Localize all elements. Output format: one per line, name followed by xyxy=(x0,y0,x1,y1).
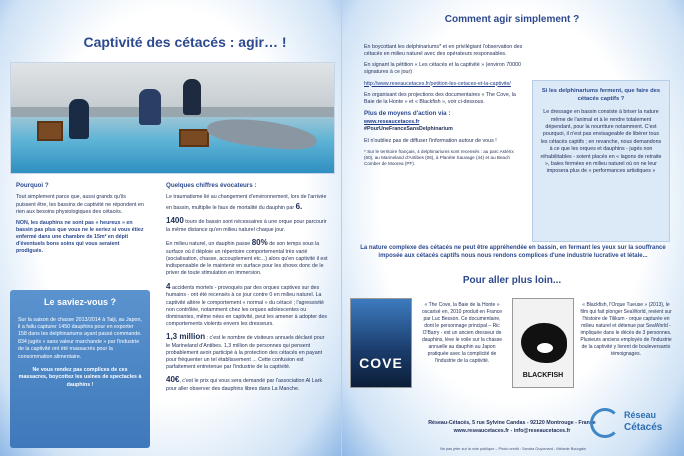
dolphin-figure xyxy=(206,115,318,152)
box-title: Le saviez-vous ? xyxy=(43,297,117,307)
paragraph: 4 accidents mortels - provoqués par des orques captives sur des humains - ont été recensés à ce jour contre 0 en milieu naturel. La captivité altère le comportement « normal » du cétacé ; l'agressivité non contrôlée, notamment chez les orques adolescentes ou dominantes, même nées en captivité, peut les amener à adopter des comportements violents envers les dresseurs. xyxy=(166,281,328,327)
call-to-action: Ne vous rendez pas complices de ces massacres, boycottez les usines de spectacles à dauphins ! xyxy=(18,367,142,388)
reseau-cetaces-logo: Réseau Cétacés xyxy=(590,404,680,442)
cove-poster: COVE xyxy=(350,298,412,388)
delphinariums-box xyxy=(532,80,670,242)
paragraph: En organisant des projections des documentaires « The Cove, la Baie de la Honte » et « Blackfish », voir ci-dessous. xyxy=(364,91,516,105)
comment-agir-section xyxy=(364,44,524,171)
saviez-vous-box xyxy=(10,290,150,448)
cove-description: « The Cove, la Baie de la Honte » oscarisé en, 2010 produit en France par Luc Besson. Ce documentaire, dont le personnage principal – Ric O'Barry - est un ancien dresseur de dauphins, lève le voile sur la chasse annuelle au dauphin au Japon pratiquée avec la complicité de l'industrie de la captivité. xyxy=(421,302,503,364)
website-link[interactable]: www.reseaucetaces.fr xyxy=(364,119,420,126)
paragraph: Et n'oubliez pas de diffuser l'information autour de vous ! xyxy=(364,137,497,144)
section-heading: Plus de moyens d'action via : xyxy=(364,109,451,117)
address: Réseau-Cétacés, 5 rue Sylvine Candas - 92120 Montrouge - France xyxy=(428,420,596,426)
paragraph: En milieu naturel, un dauphin passe 80% de son temps sous la surface où il déploie un répertoire comportemental très varié (socialisation, chasse, accouplement etc...) alors qu'en captivité il est indispensable de le maintenir en surface pour les shows donc de le priver de toute stimulation en immersion. xyxy=(166,238,328,277)
website-email[interactable]: www.reseaucetaces.fr - info@reseaucetaces.fr xyxy=(453,427,571,434)
paragraph: 1,3 million : c'est le nombre de visiteurs annuels déclaré pour le Marineland d'Antibes. 1,3 million de personnes qui pensent probablement avoir participé à la protection des cétacés en payant pour fréquenter un tel établissement ... Cette confusion est parfaitement entretenue par l'industrie de la captivité. xyxy=(166,332,325,371)
paragraph: Le traumatisme lié au changement d'environnement, lors de l'arrivée en bassin, multiplie le faux de mortalité du dauphin par 6. xyxy=(166,194,327,211)
dolphin-show-photo xyxy=(10,62,335,174)
hashtag: #PourUneFranceSansDelphinarium xyxy=(364,126,453,133)
trainer-figure xyxy=(69,99,89,139)
blackfish-description: « Blackfish, l'Orque Tueuse » (2013), le film qui fait plonger SeaWorld, revient sur l'histoire de Tilikum - orque capturée en milieu naturel et détenue par SeaWorld - impliquée dans le décès de 3 personnes. Plusieurs anciens employés de l'industrie de la captivité y livrent de bouleversants témoignages. xyxy=(580,302,672,357)
trainer-figure xyxy=(183,79,201,115)
blackfish-poster: BLACKFISH xyxy=(512,298,574,388)
section-heading: Quelques chiffres évocateurs : xyxy=(166,182,257,189)
chiffres-section xyxy=(166,182,328,397)
paragraph: Sur la saison de chasse 2013/2014 à Taiji, au Japon, il a fallu capturer 1450 dauphins pour en exporter 158 dans les delphinariums ayant passé commande. 834 jugés « sans valeur marchande » par l'industrie de la captivité ont été massacrés pour la consommation alimentaire. xyxy=(18,316,142,360)
trainer-figure xyxy=(139,89,161,125)
paragraph: 1400 tours de bassin sont nécessaires à une orque pour parcourir la même distance qu'en milieu naturel chaque jour. xyxy=(166,216,327,234)
treasure-chest-prop xyxy=(179,129,209,147)
right-page xyxy=(342,0,684,456)
box-question: Si les delphinariums ferment, que faire des cétacés captifs ? xyxy=(541,88,661,103)
paragraph: 40€, c'est le prix qui vous sera demandé par l'association Al Lark pour aller observer des dauphins libres dans La Manche. xyxy=(166,375,323,393)
paragraph: Tout simplement parce que, aussi grands qu'ils puissent être, les bassins de captivité ne répondent en rien aux besoins physiologiques des cétacés. xyxy=(16,194,144,215)
page-title: Comment agir simplement ? xyxy=(444,14,580,25)
box-text: Le dressage en bassin consiste à briser la nature même de l'animal et à le rendre totalement dépendant, pour la nourriture notamment. C'est pourquoi, il n'est pas envisageable de libérer tous les cétacés captifs ; en revanche, nous demandons à ce que les orques et dauphins - jugés non réhabilitables - soient placés en « lagons de retraite », baies fermées en milieu naturel où on ne leur imposera plus de « performances artistiques » xyxy=(540,109,662,175)
petition-link[interactable]: http://www.reseaucetaces.fr/petition-les-cetaces-et-la-captivite/ xyxy=(364,80,511,87)
paragraph: En boycottant les delphinariums* et en privilégiant l'observation des cétacés en milieu naturel avec des opérateurs responsables. xyxy=(364,44,523,58)
photo-credit: Ne pas jeter sur la voie publique – Photo crédit : Sandra Guyomard - Mélanie Bourgain xyxy=(440,447,586,451)
nature-statement: La nature complexe des cétacés ne peut être appréhendée en bassin, en fermant les yeux sur la souffrance imposée aux cétacés captifs nous nous rendons complices d'une industrie lucrative et létale... xyxy=(360,245,666,260)
footnote: * Sur le territoire français, 4 delphinariums sont recensés : au parc Astérix (60), au Marineland d'Antibes (06), à Planète Sauvage (44) et au Beach Comber de Moorea (PF). xyxy=(364,148,514,167)
further-heading: Pour aller plus loin... xyxy=(462,275,562,286)
paragraph: NON, les dauphins ne sont pas « heureux » en bassin pas plus que vous ne le seriez si vous étiez enfermé dans une chambre de 15m² en dépit d'éventuels bons soins qui vous seraient prodigués. xyxy=(16,219,144,255)
section-heading: Pourquoi ? xyxy=(16,182,49,189)
dolphin-logo-icon xyxy=(590,408,620,438)
treasure-chest-prop xyxy=(37,121,63,141)
paragraph: En signant la pétition « Les cétacés et la captivité » (environ 70000 signatures à ce jour) xyxy=(364,62,521,76)
pourquoi-section xyxy=(16,182,144,259)
page-title: Captivité des cétacés : agir… ! xyxy=(83,34,287,50)
